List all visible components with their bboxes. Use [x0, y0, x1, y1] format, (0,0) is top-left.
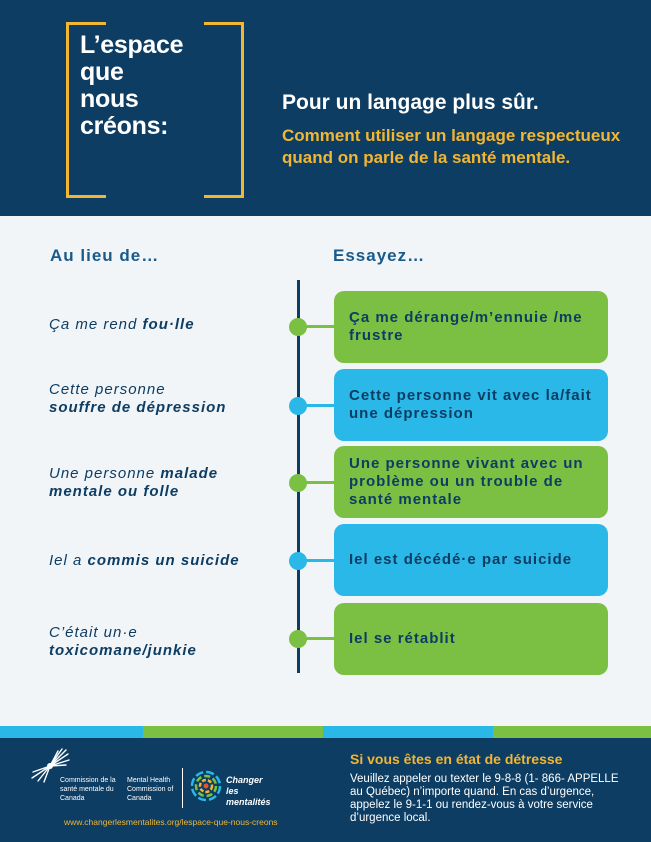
logo-line-2: que: [80, 58, 124, 86]
partner-name: Changer les mentalités: [226, 775, 271, 807]
changer-les-mentalites-icon: [190, 770, 222, 807]
column-heading-instead: Au lieu de…: [50, 246, 160, 265]
distress-heading: Si vous êtes en état de détresse: [350, 751, 563, 767]
color-stripe: [0, 726, 651, 738]
connector-1: [305, 325, 337, 328]
connector-2: [305, 404, 337, 407]
stripe-segment-2: [143, 726, 323, 738]
logo-line-3: nous: [80, 85, 139, 113]
instead-phrase-5: C’était un·e toxicomane/junkie: [49, 624, 197, 659]
page-title: Pour un langage plus sûr.: [282, 91, 539, 114]
page-subtitle: Comment utiliser un langage respectueux quand on parle de la santé mentale.: [282, 126, 621, 167]
instead-phrase-2: Cette personne souffre de dépression: [49, 381, 227, 416]
distress-text: Veuillez appeler ou texter le 9-8-8 (1- 866- APPELLE au Québec) n’importe quand. En cas d’urgence, appelez le 9-1-1 ou rendez-vous à votre service d’urgence local.: [350, 773, 619, 824]
try-phrase-4: Iel est décédé·e par suicide: [334, 524, 608, 596]
stripe-segment-4: [493, 726, 651, 738]
website-link[interactable]: www.changerlesmentalites.org/lespace-que-nous-creons: [64, 817, 278, 827]
logo-bracket-right: [204, 22, 244, 198]
stripe-segment-3: [323, 726, 493, 738]
org-name-english: Mental Health Commission of Canada: [127, 777, 174, 802]
instead-phrase-4: Iel a commis un suicide: [49, 552, 240, 569]
logo-line-1: L’espace: [80, 31, 184, 59]
try-phrase-2: Cette personne vit avec la/fait une dépression: [334, 369, 608, 441]
instead-phrase-1: Ça me rend fou·lle: [49, 316, 195, 333]
logo-text: [80, 32, 183, 140]
stripe-segment-1: [0, 726, 143, 738]
footer-divider: [182, 768, 183, 808]
org-name-french: Commission de la santé mentale du Canada: [60, 777, 116, 802]
connector-4: [305, 559, 337, 562]
logo-line-4: créons:: [80, 112, 169, 140]
try-phrase-5: Iel se rétablit: [334, 603, 608, 675]
try-phrase-1: Ça me dérange/m’ennuie /me frustre: [334, 291, 608, 363]
connector-3: [305, 481, 337, 484]
connector-5: [305, 637, 337, 640]
column-heading-try: Essayez…: [333, 246, 426, 265]
try-phrase-3: Une personne vivant avec un problème ou un trouble de santé mentale: [334, 446, 608, 518]
campaign-logo: [66, 22, 244, 198]
instead-phrase-3: Une personne malade mentale ou folle: [49, 465, 219, 500]
